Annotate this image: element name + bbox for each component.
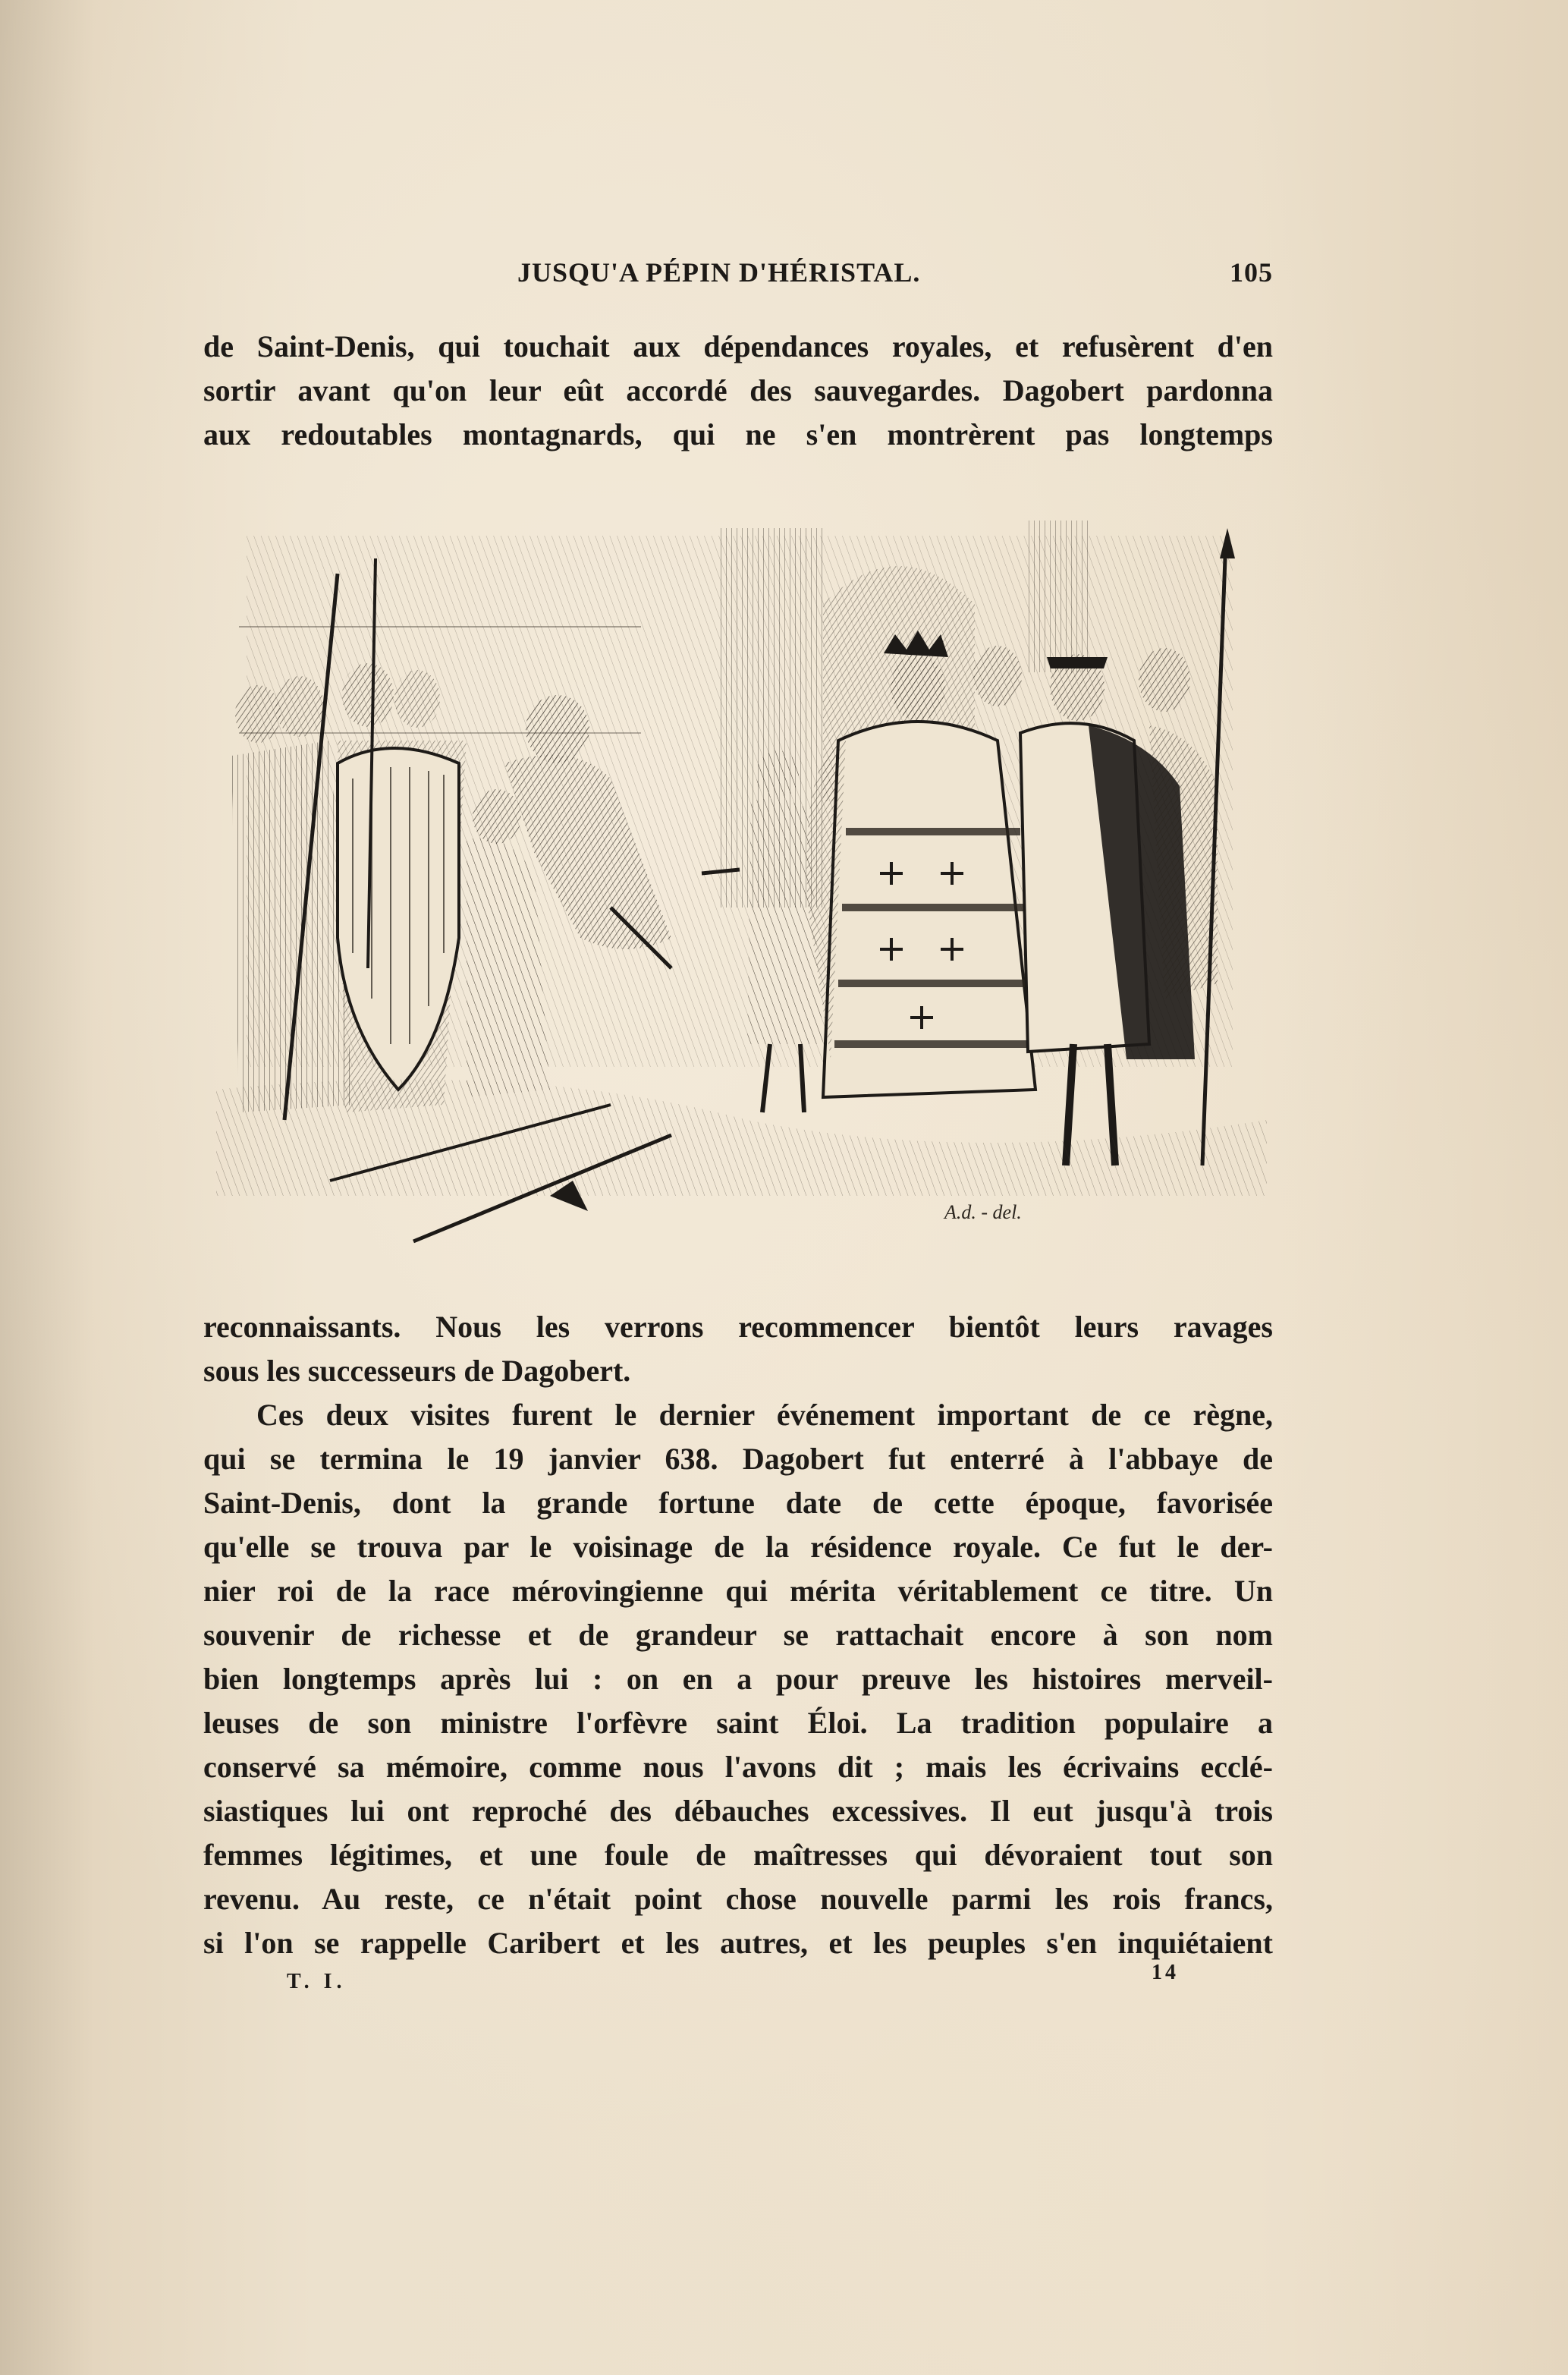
text-line: si l'on se rappelle Caribert et les autres, et les peuples s'en inquiétaient — [203, 1926, 1273, 1960]
text-line: Ces deux visites furent le dernier événement important de ce règne, — [256, 1398, 1273, 1432]
text-line: leuses de son ministre l'orfèvre saint Éloi. La tradition populaire a — [203, 1706, 1273, 1740]
text-line: qu'elle se trouva par le voisinage de la résidence royale. Ce fut le der- — [203, 1530, 1273, 1564]
artist-signature: A.d. - del. — [944, 1201, 1022, 1223]
paragraph-top — [203, 325, 1273, 457]
volume-mark: T. I. — [287, 1970, 347, 1993]
text-line: conservé sa mémoire, comme nous l'avons dit ; mais les écrivains ecclé- — [203, 1750, 1273, 1784]
text-line: bien longtemps après lui : on en a pour preuve les histoires merveil- — [203, 1662, 1273, 1696]
running-head — [203, 256, 1273, 294]
text-line: souvenir de richesse et de grandeur se rattachait encore à son nom — [203, 1618, 1273, 1652]
text-line: sous les successeurs de Dagobert. — [203, 1354, 631, 1388]
text-line: nier roi de la race mérovingienne qui mérita véritablement ce titre. Un — [203, 1574, 1273, 1608]
text-line: siastiques lui ont reproché des débauches excessives. Il eut jusqu'à trois — [203, 1794, 1273, 1828]
signature-mark: 14 — [1152, 1961, 1179, 1984]
paragraph-bottom — [203, 1305, 1273, 1965]
text-line: Saint-Denis, dont la grande fortune date de cette époque, favorisée — [203, 1486, 1273, 1520]
running-title: JUSQU'A PÉPIN D'HÉRISTAL. — [517, 257, 921, 288]
text-line: sortir avant qu'on leur eût accordé des sauvegardes. Dagobert pardonna — [203, 373, 1273, 407]
text-line: aux redoutables montagnards, qui ne s'en montrèrent pas longtemps — [203, 417, 1273, 451]
text-line: revenu. Au reste, ce n'était point chose nouvelle parmi les rois francs, — [203, 1882, 1273, 1916]
text-line: qui se termina le 19 janvier 638. Dagobert fut enterré à l'abbaye de — [203, 1442, 1273, 1476]
text-line: de Saint-Denis, qui touchait aux dépendances royales, et refusèrent d'en — [203, 329, 1273, 363]
text-line: femmes légitimes, et une foule de maîtresses qui dévoraient tout son — [203, 1838, 1273, 1872]
engraving-illustration — [216, 513, 1267, 1272]
page-number: 105 — [1230, 257, 1273, 288]
text-line: reconnaissants. Nous les verrons recommencer bientôt leurs ravages — [203, 1310, 1273, 1344]
